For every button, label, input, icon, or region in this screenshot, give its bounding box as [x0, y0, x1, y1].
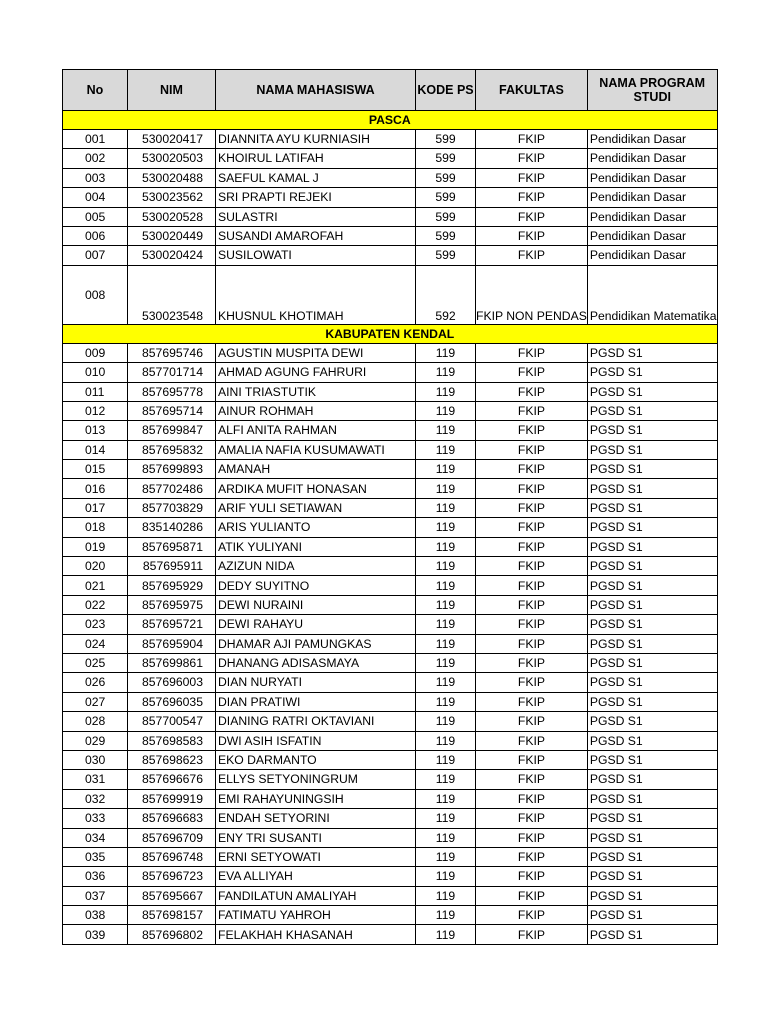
cell-fakultas: FKIP	[476, 207, 588, 226]
cell-nama-program-studi: PGSD S1	[587, 557, 717, 576]
cell-nim: 857695929	[128, 576, 216, 595]
header-nama-program-studi: NAMA PROGRAM STUDI	[587, 70, 717, 111]
cell-nama-mahasiswa: FATIMATU YAHROH	[216, 906, 416, 925]
cell-kode-ps: 119	[416, 886, 476, 905]
cell-fakultas: FKIP	[476, 537, 588, 556]
cell-no: 035	[63, 847, 128, 866]
cell-no: 023	[63, 615, 128, 634]
cell-kode-ps: 599	[416, 207, 476, 226]
table-row	[63, 226, 718, 245]
cell-nama-mahasiswa: SUSANDI AMAROFAH	[216, 226, 416, 245]
table-row	[63, 906, 718, 925]
cell-no: 032	[63, 789, 128, 808]
cell-kode-ps: 599	[416, 188, 476, 207]
cell-nim: 857701714	[128, 363, 216, 382]
section-header-row	[63, 324, 718, 343]
cell-no: 011	[63, 382, 128, 401]
cell-kode-ps: 119	[416, 906, 476, 925]
cell-nim: 857700547	[128, 712, 216, 731]
cell-no: 029	[63, 731, 128, 750]
cell-no: 027	[63, 692, 128, 711]
cell-nim: 857702486	[128, 479, 216, 498]
cell-kode-ps: 599	[416, 226, 476, 245]
cell-no: 031	[63, 770, 128, 789]
cell-no: 003	[63, 168, 128, 187]
cell-no: 024	[63, 634, 128, 653]
table-row	[63, 343, 718, 362]
table-row	[63, 363, 718, 382]
cell-nama-program-studi: PGSD S1	[587, 867, 717, 886]
table-row	[63, 867, 718, 886]
cell-kode-ps: 119	[416, 479, 476, 498]
cell-fakultas: FKIP	[476, 886, 588, 905]
cell-no: 020	[63, 557, 128, 576]
cell-no: 009	[63, 343, 128, 362]
cell-no: 015	[63, 460, 128, 479]
header-nim: NIM	[128, 70, 216, 111]
cell-kode-ps: 119	[416, 595, 476, 614]
cell-fakultas: FKIP	[476, 498, 588, 517]
table-row	[63, 770, 718, 789]
cell-fakultas: FKIP NON PENDAS	[476, 265, 588, 324]
cell-nama-mahasiswa: ENY TRI SUSANTI	[216, 828, 416, 847]
student-table	[62, 69, 718, 945]
cell-nama-mahasiswa: ATIK YULIYANI	[216, 537, 416, 556]
table-row	[63, 615, 718, 634]
cell-nim: 530020488	[128, 168, 216, 187]
cell-nim: 857696003	[128, 673, 216, 692]
cell-nim: 857696723	[128, 867, 216, 886]
table-row	[63, 440, 718, 459]
cell-nama-program-studi: PGSD S1	[587, 789, 717, 808]
cell-nama-program-studi: Pendidikan Dasar	[587, 149, 717, 168]
cell-nim: 530023562	[128, 188, 216, 207]
cell-nama-mahasiswa: DIANNITA AYU KURNIASIH	[216, 130, 416, 149]
cell-no: 002	[63, 149, 128, 168]
cell-nama-mahasiswa: DHANANG ADISASMAYA	[216, 653, 416, 672]
section-title: PASCA	[63, 111, 718, 130]
cell-kode-ps: 119	[416, 692, 476, 711]
cell-nama-program-studi: PGSD S1	[587, 925, 717, 944]
cell-fakultas: FKIP	[476, 770, 588, 789]
cell-fakultas: FKIP	[476, 692, 588, 711]
cell-kode-ps: 119	[416, 382, 476, 401]
cell-nim: 530020449	[128, 226, 216, 245]
cell-nama-mahasiswa: DHAMAR AJI PAMUNGKAS	[216, 634, 416, 653]
cell-kode-ps: 119	[416, 750, 476, 769]
cell-kode-ps: 119	[416, 731, 476, 750]
table-row	[63, 653, 718, 672]
cell-nim: 857699919	[128, 789, 216, 808]
table-row	[63, 479, 718, 498]
cell-nim: 857698623	[128, 750, 216, 769]
cell-fakultas: FKIP	[476, 847, 588, 866]
cell-nama-mahasiswa: ARIS YULIANTO	[216, 518, 416, 537]
cell-fakultas: FKIP	[476, 226, 588, 245]
table-row	[63, 595, 718, 614]
cell-no: 005	[63, 207, 128, 226]
cell-no: 030	[63, 750, 128, 769]
cell-nim: 530023548	[128, 265, 216, 324]
cell-nama-program-studi: PGSD S1	[587, 518, 717, 537]
cell-kode-ps: 119	[416, 401, 476, 420]
cell-nim: 857695975	[128, 595, 216, 614]
cell-nim: 857695904	[128, 634, 216, 653]
cell-no: 036	[63, 867, 128, 886]
cell-nama-program-studi: PGSD S1	[587, 828, 717, 847]
cell-no: 013	[63, 421, 128, 440]
cell-nama-mahasiswa: ENDAH SETYORINI	[216, 809, 416, 828]
cell-fakultas: FKIP	[476, 401, 588, 420]
cell-nim: 530020528	[128, 207, 216, 226]
cell-nim: 857698583	[128, 731, 216, 750]
cell-no: 004	[63, 188, 128, 207]
section-title: KABUPATEN KENDAL	[63, 324, 718, 343]
cell-nama-mahasiswa: SULASTRI	[216, 207, 416, 226]
cell-nim: 857696035	[128, 692, 216, 711]
cell-fakultas: FKIP	[476, 828, 588, 847]
cell-kode-ps: 119	[416, 789, 476, 808]
cell-nama-program-studi: Pendidikan Dasar	[587, 168, 717, 187]
table-row	[63, 460, 718, 479]
cell-nama-program-studi: PGSD S1	[587, 401, 717, 420]
cell-nama-program-studi: PGSD S1	[587, 615, 717, 634]
cell-kode-ps: 592	[416, 265, 476, 324]
cell-nama-program-studi: Pendidikan Dasar	[587, 246, 717, 265]
cell-nama-program-studi: PGSD S1	[587, 712, 717, 731]
cell-nim: 857695714	[128, 401, 216, 420]
table-row	[63, 246, 718, 265]
cell-fakultas: FKIP	[476, 363, 588, 382]
table-row	[63, 634, 718, 653]
cell-nama-mahasiswa: ARIF YULI SETIAWAN	[216, 498, 416, 517]
cell-kode-ps: 119	[416, 809, 476, 828]
table-row	[63, 692, 718, 711]
cell-kode-ps: 119	[416, 460, 476, 479]
cell-kode-ps: 599	[416, 149, 476, 168]
table-row	[63, 925, 718, 944]
cell-nim: 857695778	[128, 382, 216, 401]
cell-fakultas: FKIP	[476, 789, 588, 808]
cell-nim: 857695667	[128, 886, 216, 905]
cell-no: 025	[63, 653, 128, 672]
table-row	[63, 557, 718, 576]
cell-no: 026	[63, 673, 128, 692]
cell-nama-program-studi: PGSD S1	[587, 731, 717, 750]
cell-nama-program-studi: PGSD S1	[587, 498, 717, 517]
table-row	[63, 401, 718, 420]
cell-kode-ps: 119	[416, 363, 476, 382]
cell-fakultas: FKIP	[476, 867, 588, 886]
table-row	[63, 847, 718, 866]
cell-nama-mahasiswa: ALFI ANITA RAHMAN	[216, 421, 416, 440]
cell-kode-ps: 119	[416, 537, 476, 556]
cell-kode-ps: 119	[416, 847, 476, 866]
header-kode-ps: KODE PS	[416, 70, 476, 111]
table-row	[63, 518, 718, 537]
cell-kode-ps: 119	[416, 421, 476, 440]
cell-nama-program-studi: PGSD S1	[587, 343, 717, 362]
cell-nim: 857699847	[128, 421, 216, 440]
cell-nim: 857698157	[128, 906, 216, 925]
cell-nama-program-studi: PGSD S1	[587, 595, 717, 614]
cell-nim: 857696709	[128, 828, 216, 847]
header-no: No	[63, 70, 128, 111]
cell-nim: 857696748	[128, 847, 216, 866]
cell-kode-ps: 599	[416, 168, 476, 187]
cell-fakultas: FKIP	[476, 479, 588, 498]
cell-nama-mahasiswa: EMI RAHAYUNINGSIH	[216, 789, 416, 808]
cell-nim: 857695721	[128, 615, 216, 634]
cell-fakultas: FKIP	[476, 595, 588, 614]
cell-nim: 835140286	[128, 518, 216, 537]
cell-nama-program-studi: PGSD S1	[587, 750, 717, 769]
table-row	[63, 828, 718, 847]
cell-kode-ps: 119	[416, 576, 476, 595]
cell-no: 034	[63, 828, 128, 847]
cell-fakultas: FKIP	[476, 634, 588, 653]
section-header-row	[63, 111, 718, 130]
cell-no: 037	[63, 886, 128, 905]
cell-kode-ps: 119	[416, 712, 476, 731]
cell-kode-ps: 119	[416, 673, 476, 692]
cell-fakultas: FKIP	[476, 130, 588, 149]
cell-nim: 857696683	[128, 809, 216, 828]
cell-nama-mahasiswa: AGUSTIN MUSPITA DEWI	[216, 343, 416, 362]
cell-fakultas: FKIP	[476, 246, 588, 265]
cell-nama-program-studi: PGSD S1	[587, 382, 717, 401]
cell-fakultas: FKIP	[476, 576, 588, 595]
cell-nama-program-studi: Pendidikan Dasar	[587, 188, 717, 207]
cell-kode-ps: 119	[416, 653, 476, 672]
cell-nim: 857695746	[128, 343, 216, 362]
cell-fakultas: FKIP	[476, 440, 588, 459]
cell-no: 010	[63, 363, 128, 382]
cell-nama-mahasiswa: KHUSNUL KHOTIMAH	[216, 265, 416, 324]
cell-nama-mahasiswa: AHMAD AGUNG FAHRURI	[216, 363, 416, 382]
cell-nim: 857699893	[128, 460, 216, 479]
cell-fakultas: FKIP	[476, 906, 588, 925]
cell-fakultas: FKIP	[476, 673, 588, 692]
cell-nama-program-studi: PGSD S1	[587, 576, 717, 595]
cell-no: 007	[63, 246, 128, 265]
cell-nama-mahasiswa: SAEFUL KAMAL J	[216, 168, 416, 187]
cell-nama-program-studi: PGSD S1	[587, 809, 717, 828]
cell-nama-program-studi: PGSD S1	[587, 460, 717, 479]
cell-nama-program-studi: PGSD S1	[587, 363, 717, 382]
cell-kode-ps: 119	[416, 498, 476, 517]
table-row	[63, 809, 718, 828]
cell-no: 028	[63, 712, 128, 731]
cell-nim: 857696676	[128, 770, 216, 789]
cell-nama-mahasiswa: AMANAH	[216, 460, 416, 479]
cell-kode-ps: 119	[416, 634, 476, 653]
cell-no: 017	[63, 498, 128, 517]
cell-fakultas: FKIP	[476, 460, 588, 479]
cell-kode-ps: 599	[416, 246, 476, 265]
cell-kode-ps: 119	[416, 925, 476, 944]
cell-nama-mahasiswa: DIANING RATRI OKTAVIANI	[216, 712, 416, 731]
header-fakultas: FAKULTAS	[476, 70, 588, 111]
cell-nim: 857699861	[128, 653, 216, 672]
cell-fakultas: FKIP	[476, 615, 588, 634]
table-row	[63, 750, 718, 769]
cell-no: 021	[63, 576, 128, 595]
cell-fakultas: FKIP	[476, 809, 588, 828]
cell-nama-mahasiswa: DEWI RAHAYU	[216, 615, 416, 634]
cell-nama-mahasiswa: AINI TRIASTUTIK	[216, 382, 416, 401]
table-row	[63, 498, 718, 517]
cell-nama-mahasiswa: ARDIKA MUFIT HONASAN	[216, 479, 416, 498]
cell-fakultas: FKIP	[476, 557, 588, 576]
cell-fakultas: FKIP	[476, 653, 588, 672]
cell-nama-program-studi: PGSD S1	[587, 440, 717, 459]
table-row	[63, 421, 718, 440]
cell-no: 012	[63, 401, 128, 420]
cell-nama-program-studi: PGSD S1	[587, 770, 717, 789]
cell-nama-program-studi: PGSD S1	[587, 692, 717, 711]
table-row	[63, 537, 718, 556]
table-row	[63, 265, 718, 324]
cell-nim: 857695911	[128, 557, 216, 576]
cell-nim: 857695832	[128, 440, 216, 459]
cell-fakultas: FKIP	[476, 731, 588, 750]
cell-fakultas: FKIP	[476, 168, 588, 187]
cell-kode-ps: 119	[416, 440, 476, 459]
cell-nama-program-studi: Pendidikan Matematika	[587, 265, 717, 324]
cell-no: 001	[63, 130, 128, 149]
cell-fakultas: FKIP	[476, 421, 588, 440]
table-row	[63, 149, 718, 168]
table-row	[63, 130, 718, 149]
cell-no: 014	[63, 440, 128, 459]
table-row	[63, 576, 718, 595]
cell-kode-ps: 119	[416, 828, 476, 847]
cell-nim: 857703829	[128, 498, 216, 517]
cell-kode-ps: 119	[416, 557, 476, 576]
cell-kode-ps: 119	[416, 343, 476, 362]
cell-nama-mahasiswa: SRI PRAPTI REJEKI	[216, 188, 416, 207]
cell-nama-mahasiswa: DEDY SUYITNO	[216, 576, 416, 595]
table-row	[63, 188, 718, 207]
cell-nama-mahasiswa: AMALIA NAFIA KUSUMAWATI	[216, 440, 416, 459]
cell-nama-mahasiswa: DIAN NURYATI	[216, 673, 416, 692]
cell-nama-mahasiswa: ELLYS SETYONINGRUM	[216, 770, 416, 789]
cell-nama-program-studi: Pendidikan Dasar	[587, 130, 717, 149]
cell-nama-program-studi: PGSD S1	[587, 537, 717, 556]
cell-nama-mahasiswa: SUSILOWATI	[216, 246, 416, 265]
cell-nama-program-studi: PGSD S1	[587, 847, 717, 866]
table-row	[63, 886, 718, 905]
cell-no: 019	[63, 537, 128, 556]
cell-no: 038	[63, 906, 128, 925]
cell-no: 022	[63, 595, 128, 614]
cell-nim: 857696802	[128, 925, 216, 944]
cell-nama-program-studi: Pendidikan Dasar	[587, 226, 717, 245]
cell-nama-mahasiswa: FELAKHAH KHASANAH	[216, 925, 416, 944]
cell-nama-program-studi: PGSD S1	[587, 421, 717, 440]
cell-nama-program-studi: PGSD S1	[587, 634, 717, 653]
cell-nama-program-studi: PGSD S1	[587, 653, 717, 672]
table-row	[63, 789, 718, 808]
cell-nama-program-studi: Pendidikan Dasar	[587, 207, 717, 226]
cell-fakultas: FKIP	[476, 188, 588, 207]
cell-kode-ps: 119	[416, 518, 476, 537]
cell-fakultas: FKIP	[476, 518, 588, 537]
cell-no: 039	[63, 925, 128, 944]
cell-no: 016	[63, 479, 128, 498]
cell-nama-program-studi: PGSD S1	[587, 886, 717, 905]
cell-fakultas: FKIP	[476, 925, 588, 944]
cell-nama-program-studi: PGSD S1	[587, 673, 717, 692]
cell-nama-mahasiswa: DIAN PRATIWI	[216, 692, 416, 711]
cell-no: 033	[63, 809, 128, 828]
cell-kode-ps: 119	[416, 615, 476, 634]
cell-kode-ps: 599	[416, 130, 476, 149]
cell-no: 008	[63, 265, 128, 324]
table-body	[63, 111, 718, 945]
table-row	[63, 673, 718, 692]
cell-nama-program-studi: PGSD S1	[587, 906, 717, 925]
cell-nama-mahasiswa: AINUR ROHMAH	[216, 401, 416, 420]
table-row	[63, 382, 718, 401]
header-row	[63, 70, 718, 111]
cell-nama-mahasiswa: DWI ASIH ISFATIN	[216, 731, 416, 750]
cell-nama-mahasiswa: FANDILATUN AMALIYAH	[216, 886, 416, 905]
cell-nama-mahasiswa: EVA ALLIYAH	[216, 867, 416, 886]
cell-kode-ps: 119	[416, 867, 476, 886]
cell-nim: 530020417	[128, 130, 216, 149]
table-row	[63, 207, 718, 226]
cell-nama-program-studi: PGSD S1	[587, 479, 717, 498]
cell-fakultas: FKIP	[476, 712, 588, 731]
cell-nama-mahasiswa: EKO DARMANTO	[216, 750, 416, 769]
cell-no: 006	[63, 226, 128, 245]
cell-nim: 530020424	[128, 246, 216, 265]
table-row	[63, 731, 718, 750]
cell-fakultas: FKIP	[476, 149, 588, 168]
header-nama-mahasiswa: NAMA MAHASISWA	[216, 70, 416, 111]
cell-nama-mahasiswa: ERNI SETYOWATI	[216, 847, 416, 866]
cell-fakultas: FKIP	[476, 343, 588, 362]
cell-nim: 857695871	[128, 537, 216, 556]
cell-nama-mahasiswa: DEWI NURAINI	[216, 595, 416, 614]
cell-nama-mahasiswa: AZIZUN NIDA	[216, 557, 416, 576]
cell-nama-mahasiswa: KHOIRUL LATIFAH	[216, 149, 416, 168]
cell-fakultas: FKIP	[476, 382, 588, 401]
cell-nim: 530020503	[128, 149, 216, 168]
table-row	[63, 168, 718, 187]
cell-fakultas: FKIP	[476, 750, 588, 769]
table-row	[63, 712, 718, 731]
cell-no: 018	[63, 518, 128, 537]
cell-kode-ps: 119	[416, 770, 476, 789]
